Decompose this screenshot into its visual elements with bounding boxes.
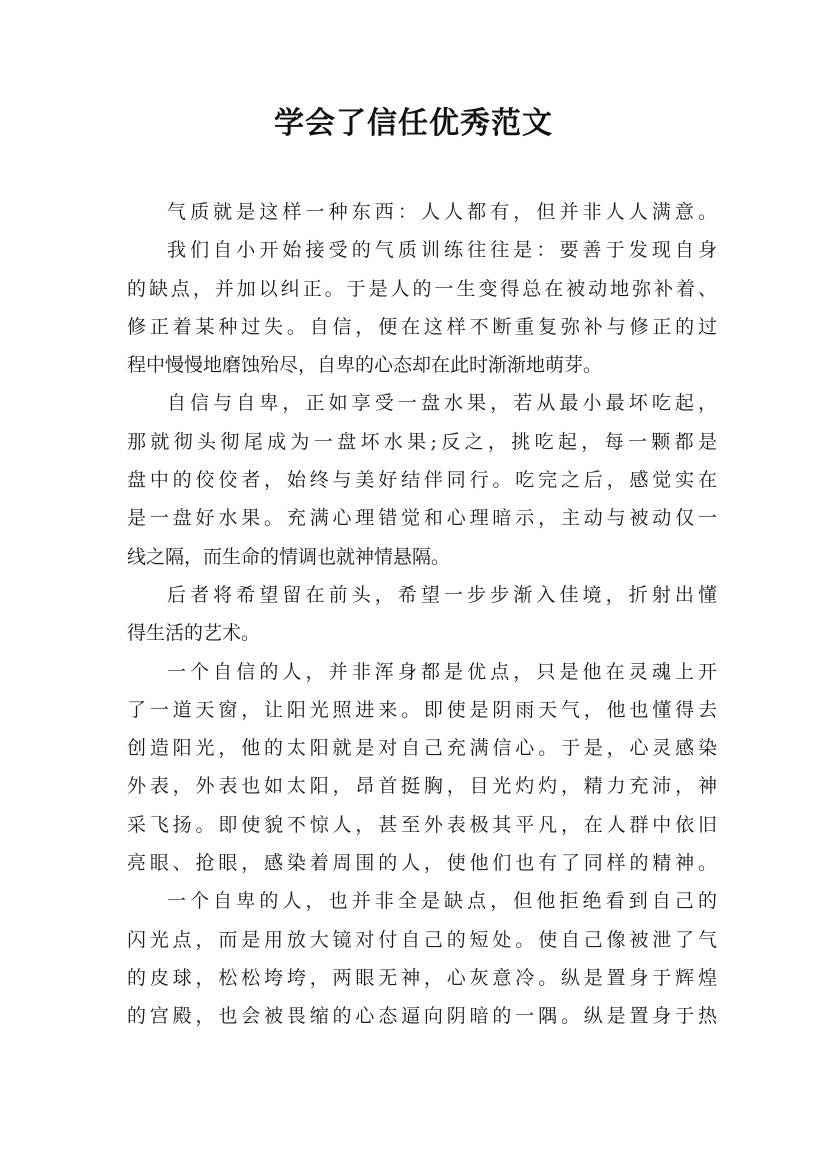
paragraph	[127, 882, 717, 1035]
text-line: 的皮球，松松垮垮，两眼无神，心灰意冷。纵是置身于辉煌	[127, 966, 717, 989]
text-line: 了一道天窗，让阳光照进来。即使是阴雨天气，他也懂得去	[127, 698, 717, 721]
text-line: 创造阳光，他的太阳就是对自己充满信心。于是，心灵感染	[127, 737, 717, 760]
paragraph	[127, 231, 717, 384]
text-line: 那就彻头彻尾成为一盘坏水果;反之，挑吃起，每一颗都是	[127, 430, 717, 453]
text-line: 修正着某种过失。自信，便在这样不断重复弥补与修正的过	[127, 315, 717, 338]
paragraph	[127, 576, 717, 653]
document-body	[127, 193, 717, 1036]
text-line: 气质就是这样一种东西：人人都有，但并非人人满意。	[167, 201, 717, 223]
document-title: 学会了信任优秀范文	[274, 106, 553, 141]
paragraph	[127, 653, 717, 883]
text-line: 后者将希望留在前头，希望一步步渐入佳境，折射出懂	[167, 583, 717, 606]
text-line: 闪光点，而是用放大镜对付自己的短处。使自己像被泄了气	[127, 928, 717, 951]
paragraph	[127, 193, 717, 231]
text-line: 是一盘好水果。充满心理错觉和心理暗示，主动与被动仅一	[127, 507, 717, 530]
text-line: 的宫殿，也会被畏缩的心态逼向阴暗的一隅。纵是置身于热	[127, 1005, 717, 1028]
text-line: 线之隔，而生命的情调也就神情悬隔。	[127, 545, 451, 568]
text-line: 我们自小开始接受的气质训练往往是：要善于发现自身	[167, 239, 717, 262]
text-line: 自信与自卑，正如享受一盘水果，若从最小最坏吃起，	[167, 392, 717, 415]
paragraph	[127, 384, 717, 575]
text-line: 一个自卑的人，也并非全是缺点，但他拒绝看到自己的	[167, 890, 717, 913]
text-line: 一个自信的人，并非浑身都是优点，只是他在灵魂上开	[167, 660, 717, 683]
text-line: 外表，外表也如太阳，昂首挺胸，目光灼灼，精力充沛，神	[127, 775, 717, 798]
text-line: 得生活的艺术。	[127, 622, 261, 645]
text-line: 亮眼、抢眼，感染着周围的人，使他们也有了同样的精神。	[127, 852, 717, 875]
text-line: 程中慢慢地磨蚀殆尽，自卑的心态却在此时渐渐地萌芽。	[127, 354, 603, 377]
text-line: 采飞扬。即使貌不惊人，甚至外表极其平凡，在人群中依旧	[127, 813, 717, 836]
text-line: 盘中的佼佼者，始终与美好结伴同行。吃完之后，感觉实在	[127, 469, 717, 492]
text-line: 的缺点，并加以纠正。于是人的一生变得总在被动地弥补着、	[127, 277, 717, 300]
